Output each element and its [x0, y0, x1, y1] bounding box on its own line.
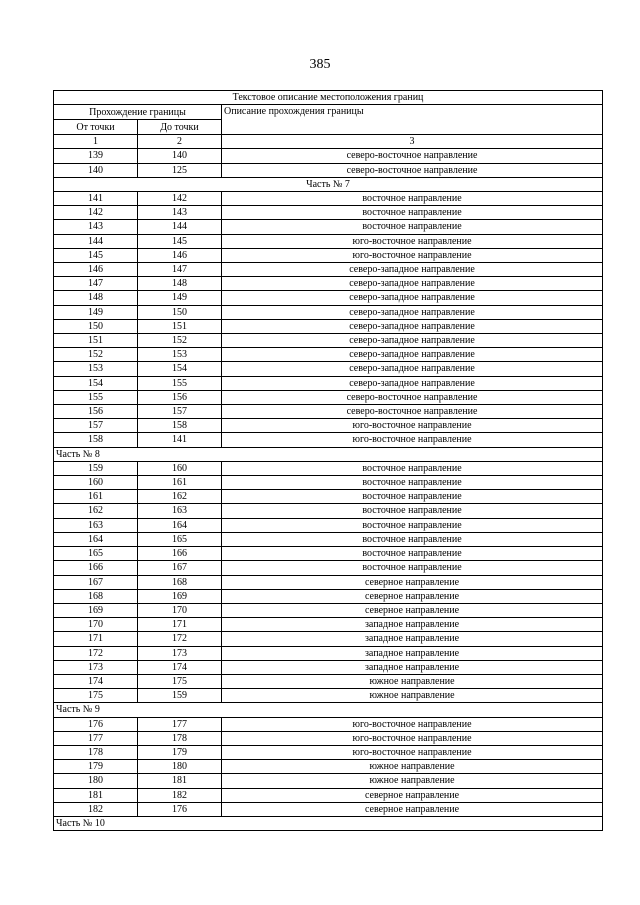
description-cell: южное направление	[222, 689, 603, 703]
table-row	[54, 689, 603, 703]
from-point-cell: 146	[54, 263, 138, 277]
description-cell: юго-восточное направление	[222, 234, 603, 248]
to-point-cell: 159	[138, 689, 222, 703]
to-point-cell: 164	[138, 518, 222, 532]
table-row	[54, 717, 603, 731]
table-row	[54, 305, 603, 319]
table-row	[54, 660, 603, 674]
from-point-cell: 152	[54, 348, 138, 362]
table-row	[54, 760, 603, 774]
table-row	[54, 674, 603, 688]
boundary-table-body	[54, 91, 603, 831]
section-row	[54, 177, 603, 191]
section-row	[54, 816, 603, 830]
table-row	[54, 248, 603, 262]
section-row	[54, 447, 603, 461]
from-point-cell: 157	[54, 419, 138, 433]
table-row	[54, 476, 603, 490]
from-point-cell: 156	[54, 405, 138, 419]
description-cell: восточное направление	[222, 561, 603, 575]
table-row	[54, 163, 603, 177]
to-point-cell: 148	[138, 277, 222, 291]
table-row	[54, 291, 603, 305]
column-number-1: 1	[54, 135, 138, 149]
table-row	[54, 561, 603, 575]
to-point-cell: 141	[138, 433, 222, 447]
to-point-cell: 140	[138, 149, 222, 163]
description-cell: северо-восточное направление	[222, 163, 603, 177]
table-row	[54, 419, 603, 433]
description-cell: восточное направление	[222, 518, 603, 532]
from-point-cell: 140	[54, 163, 138, 177]
description-header: Описание прохождения границы	[222, 105, 603, 135]
to-point-cell: 172	[138, 632, 222, 646]
section-label: Часть № 10	[54, 816, 603, 830]
from-point-cell: 154	[54, 376, 138, 390]
table-row	[54, 376, 603, 390]
description-cell: восточное направление	[222, 461, 603, 475]
table-row	[54, 334, 603, 348]
to-point-cell: 144	[138, 220, 222, 234]
group-header: Прохождение границы	[54, 105, 222, 120]
from-point-cell: 143	[54, 220, 138, 234]
from-point-cell: 148	[54, 291, 138, 305]
description-cell: северо-западное направление	[222, 319, 603, 333]
to-point-cell: 163	[138, 504, 222, 518]
table-row	[54, 788, 603, 802]
to-point-cell: 147	[138, 263, 222, 277]
table-title-row	[54, 91, 603, 105]
to-point-cell: 125	[138, 163, 222, 177]
description-cell: северо-западное направление	[222, 348, 603, 362]
to-point-cell: 180	[138, 760, 222, 774]
from-point-cell: 145	[54, 248, 138, 262]
table-row	[54, 603, 603, 617]
from-point-cell: 139	[54, 149, 138, 163]
table-row	[54, 362, 603, 376]
page-number: 385	[309, 57, 331, 72]
from-point-cell: 161	[54, 490, 138, 504]
table-row	[54, 745, 603, 759]
description-cell: восточное направление	[222, 547, 603, 561]
to-point-cell: 149	[138, 291, 222, 305]
table-row	[54, 234, 603, 248]
from-point-cell: 147	[54, 277, 138, 291]
description-cell: северо-восточное направление	[222, 405, 603, 419]
to-point-cell: 181	[138, 774, 222, 788]
table-row	[54, 532, 603, 546]
column-number-3: 3	[222, 135, 603, 149]
to-point-cell: 171	[138, 618, 222, 632]
to-point-cell: 178	[138, 731, 222, 745]
to-point-cell: 174	[138, 660, 222, 674]
table-row	[54, 589, 603, 603]
table-row	[54, 632, 603, 646]
to-point-cell: 142	[138, 192, 222, 206]
table-row	[54, 575, 603, 589]
description-cell: южное направление	[222, 674, 603, 688]
description-cell: северо-западное направление	[222, 362, 603, 376]
section-row	[54, 703, 603, 717]
description-cell: юго-восточное направление	[222, 419, 603, 433]
section-label: Часть № 8	[54, 447, 603, 461]
from-point-cell: 175	[54, 689, 138, 703]
to-point-cell: 177	[138, 717, 222, 731]
description-cell: восточное направление	[222, 504, 603, 518]
from-point-cell: 158	[54, 433, 138, 447]
to-point-cell: 182	[138, 788, 222, 802]
description-cell: юго-восточное направление	[222, 433, 603, 447]
table-row	[54, 618, 603, 632]
from-point-cell: 151	[54, 334, 138, 348]
description-cell: северо-западное направление	[222, 334, 603, 348]
to-point-cell: 176	[138, 802, 222, 816]
description-cell: северо-восточное направление	[222, 390, 603, 404]
from-point-cell: 164	[54, 532, 138, 546]
description-cell: северо-западное направление	[222, 263, 603, 277]
table-row	[54, 220, 603, 234]
from-point-cell: 167	[54, 575, 138, 589]
table-row	[54, 774, 603, 788]
to-point-cell: 173	[138, 646, 222, 660]
table-row	[54, 277, 603, 291]
to-point-cell: 179	[138, 745, 222, 759]
description-cell: северо-западное направление	[222, 277, 603, 291]
to-point-cell: 175	[138, 674, 222, 688]
boundary-table	[53, 90, 603, 831]
table-row	[54, 319, 603, 333]
column-number-2: 2	[138, 135, 222, 149]
description-cell: юго-восточное направление	[222, 745, 603, 759]
description-cell: северное направление	[222, 589, 603, 603]
from-point-cell: 144	[54, 234, 138, 248]
table-row	[54, 192, 603, 206]
to-point-cell: 154	[138, 362, 222, 376]
table-row	[54, 490, 603, 504]
description-cell: западное направление	[222, 618, 603, 632]
to-point-cell: 169	[138, 589, 222, 603]
to-point-cell: 165	[138, 532, 222, 546]
table-row	[54, 405, 603, 419]
section-label: Часть № 7	[54, 177, 603, 191]
from-point-cell: 178	[54, 745, 138, 759]
table-row	[54, 149, 603, 163]
description-cell: восточное направление	[222, 192, 603, 206]
table-row	[54, 263, 603, 277]
from-point-cell: 171	[54, 632, 138, 646]
description-cell: южное направление	[222, 774, 603, 788]
from-point-cell: 160	[54, 476, 138, 490]
description-cell: северное направление	[222, 788, 603, 802]
to-point-cell: 143	[138, 206, 222, 220]
to-point-cell: 152	[138, 334, 222, 348]
table-row	[54, 206, 603, 220]
from-point-cell: 177	[54, 731, 138, 745]
from-point-cell: 163	[54, 518, 138, 532]
to-point-cell: 170	[138, 603, 222, 617]
to-point-cell: 156	[138, 390, 222, 404]
description-cell: северное направление	[222, 603, 603, 617]
to-point-cell: 166	[138, 547, 222, 561]
from-point-cell: 181	[54, 788, 138, 802]
table-row	[54, 646, 603, 660]
description-cell: западное направление	[222, 632, 603, 646]
from-point-cell: 176	[54, 717, 138, 731]
from-point-cell: 174	[54, 674, 138, 688]
description-cell: восточное направление	[222, 532, 603, 546]
from-point-cell: 170	[54, 618, 138, 632]
from-point-cell: 162	[54, 504, 138, 518]
description-cell: юго-восточное направление	[222, 731, 603, 745]
from-point-cell: 149	[54, 305, 138, 319]
from-point-cell: 168	[54, 589, 138, 603]
description-cell: восточное направление	[222, 220, 603, 234]
to-point-cell: 168	[138, 575, 222, 589]
to-point-cell: 153	[138, 348, 222, 362]
column-number-row	[54, 135, 603, 149]
to-point-cell: 157	[138, 405, 222, 419]
from-point-cell: 153	[54, 362, 138, 376]
table-row	[54, 731, 603, 745]
from-point-cell: 142	[54, 206, 138, 220]
from-point-cell: 169	[54, 603, 138, 617]
to-point-header: До точки	[138, 120, 222, 135]
to-point-cell: 155	[138, 376, 222, 390]
to-point-cell: 151	[138, 319, 222, 333]
description-cell: западное направление	[222, 646, 603, 660]
from-point-cell: 159	[54, 461, 138, 475]
to-point-cell: 162	[138, 490, 222, 504]
description-cell: западное направление	[222, 660, 603, 674]
to-point-cell: 158	[138, 419, 222, 433]
description-cell: юго-восточное направление	[222, 248, 603, 262]
description-cell: северное направление	[222, 802, 603, 816]
from-point-cell: 172	[54, 646, 138, 660]
to-point-cell: 145	[138, 234, 222, 248]
description-cell: северо-западное направление	[222, 291, 603, 305]
from-point-cell: 165	[54, 547, 138, 561]
to-point-cell: 146	[138, 248, 222, 262]
from-point-cell: 182	[54, 802, 138, 816]
description-cell: восточное направление	[222, 490, 603, 504]
description-cell: северо-западное направление	[222, 305, 603, 319]
from-point-cell: 166	[54, 561, 138, 575]
description-cell: северное направление	[222, 575, 603, 589]
table-row	[54, 518, 603, 532]
description-cell: северо-восточное направление	[222, 149, 603, 163]
table-row	[54, 390, 603, 404]
table-row	[54, 802, 603, 816]
description-cell: северо-западное направление	[222, 376, 603, 390]
table-title: Текстовое описание местоположения границ	[54, 91, 603, 105]
table-row	[54, 433, 603, 447]
from-point-cell: 180	[54, 774, 138, 788]
table-row	[54, 461, 603, 475]
description-cell: юго-восточное направление	[222, 717, 603, 731]
from-point-cell: 179	[54, 760, 138, 774]
section-label: Часть № 9	[54, 703, 603, 717]
table-header-row	[54, 105, 603, 120]
to-point-cell: 160	[138, 461, 222, 475]
description-cell: южное направление	[222, 760, 603, 774]
description-cell: восточное направление	[222, 476, 603, 490]
from-point-cell: 173	[54, 660, 138, 674]
to-point-cell: 161	[138, 476, 222, 490]
table-row	[54, 348, 603, 362]
to-point-cell: 150	[138, 305, 222, 319]
description-cell: восточное направление	[222, 206, 603, 220]
from-point-header: От точки	[54, 120, 138, 135]
from-point-cell: 155	[54, 390, 138, 404]
to-point-cell: 167	[138, 561, 222, 575]
from-point-cell: 141	[54, 192, 138, 206]
table-row	[54, 547, 603, 561]
from-point-cell: 150	[54, 319, 138, 333]
table-row	[54, 504, 603, 518]
